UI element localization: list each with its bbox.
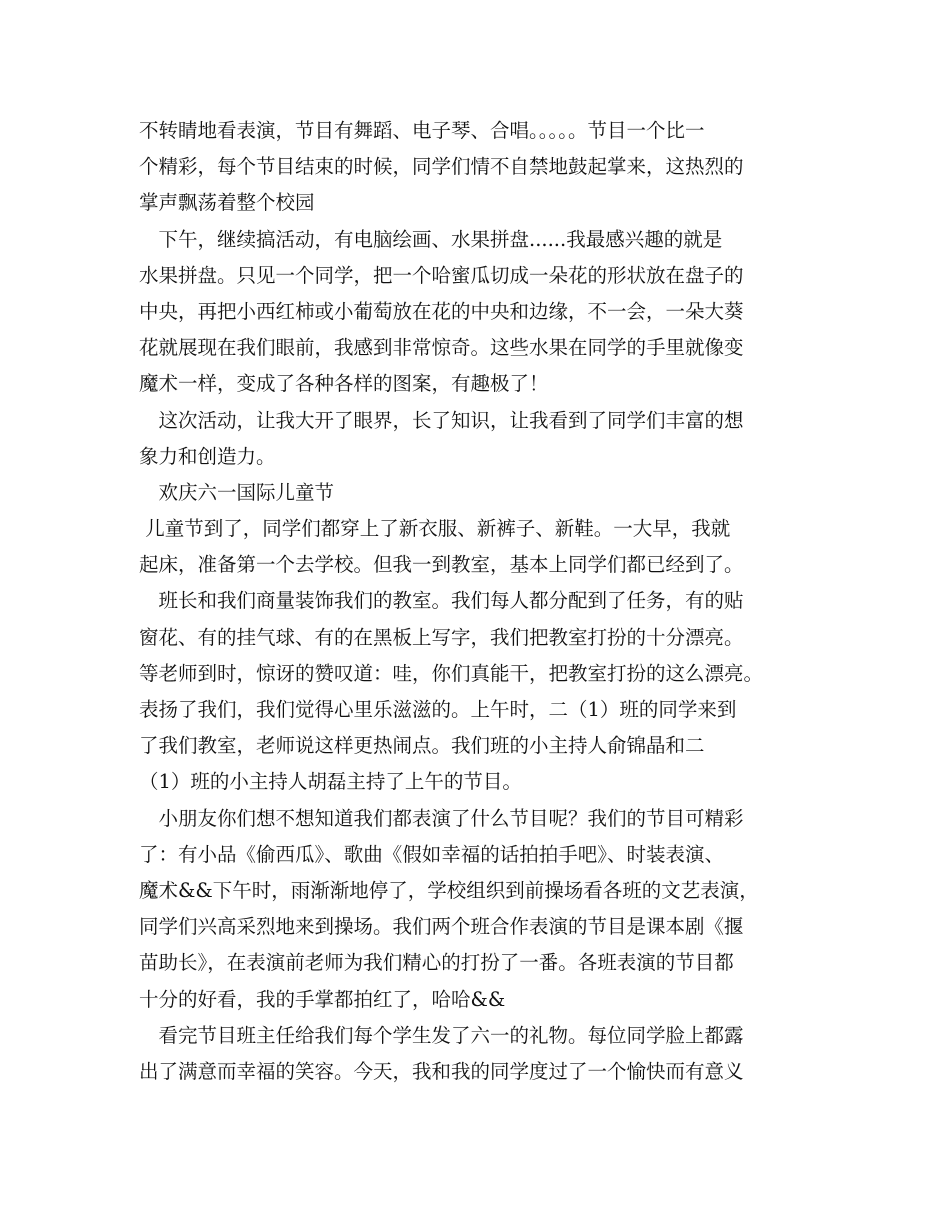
text-line: 象力和创造力。 — [139, 444, 276, 468]
text-line: 苗助长》，在表演前老师为我们精心的打扮了一番。各班表演的节目都 — [139, 951, 734, 975]
text-line: 了：有小品《偷西瓜》、歌曲《假如幸福的话拍拍手吧》、时装表演、 — [139, 842, 725, 866]
text-line: （1）班的小主持人胡磊主持了上午的节目。 — [139, 770, 522, 794]
text-line: 十分的好看，我的手掌都拍红了，哈哈&& — [139, 987, 506, 1011]
section-heading: 欢庆六一国际儿童节 — [139, 480, 335, 504]
text-line: 魔术&&下午时，雨渐渐地停了，学校组织到前操场看各班的文艺表演， — [139, 878, 759, 902]
essay-text — [139, 113, 829, 1090]
text-line: 小朋友你们想不想知道我们都表演了什么节目呢？我们的节目可精彩 — [139, 806, 744, 830]
text-line: 这次活动，让我大开了眼界，长了知识，让我看到了同学们丰富的想 — [139, 408, 744, 432]
text-line: 等老师到时，惊讶的赞叹道：哇，你们真能干，把教室打扮的这么漂亮。 — [139, 661, 764, 685]
text-line: 儿童节到了，同学们都穿上了新衣服、新裤子、新鞋。一大早，我就 — [139, 517, 731, 541]
text-line: 班长和我们商量装饰我们的教室。我们每人都分配到了任务，有的贴 — [139, 589, 744, 613]
text-line: 不转睛地看表演，节目有舞蹈、电子琴、合唱。。。。。节目一个比一 — [139, 119, 705, 142]
text-line: 花就展现在我们眼前，我感到非常惊奇。这些水果在同学的手里就像变 — [139, 336, 744, 360]
text-line: 水果拼盘。只见一个同学，把一个哈蜜瓜切成一朵花的形状放在盘子的 — [139, 263, 744, 287]
text-line: 窗花、有的挂气球、有的在黑板上写字，我们把教室打扮的十分漂亮。 — [139, 625, 744, 649]
text-line: 下午，继续搞活动，有电脑绘画、水果拼盘......我最感兴趣的就是 — [139, 227, 723, 251]
text-line: 表扬了我们，我们觉得心里乐滋滋的。上午时，二（1）班的同学来到 — [139, 698, 737, 721]
text-line: 魔术一样，变成了各种各样的图案，有趣极了！ — [139, 372, 549, 396]
text-line: 同学们兴高采烈地来到操场。我们两个班合作表演的节目是课本剧《揠 — [139, 915, 744, 939]
text-line: 中央，再把小西红柿或小葡萄放在花的中央和边缘，不一会，一朵大葵 — [139, 299, 744, 323]
text-line: 掌声飘荡着整个校园 — [139, 191, 315, 215]
text-line: 了我们教室，老师说这样更热闹点。我们班的小主持人俞锦晶和二 — [139, 734, 705, 758]
text-line: 看完节目班主任给我们每个学生发了六一的礼物。每位同学脸上都露 — [139, 1023, 744, 1047]
text-line: 出了满意而幸福的笑容。今天，我和我的同学度过了一个愉快而有意义 — [139, 1059, 744, 1083]
text-line: 起床，准备第一个去学校。但我一到教室，基本上同学们都已经到了。 — [139, 553, 744, 577]
text-line: 个精彩，每个节目结束的时候，同学们情不自禁地鼓起掌来，这热烈的 — [139, 155, 744, 179]
